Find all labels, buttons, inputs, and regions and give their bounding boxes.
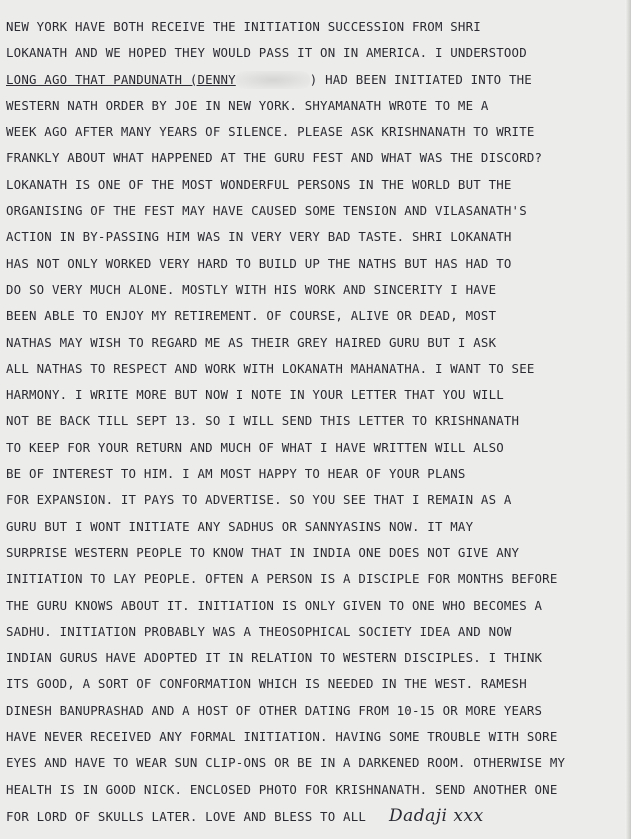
signature: Dadaji xxx <box>389 805 484 826</box>
letter-line: NOT BE BACK TILL SEPT 13. SO I WILL SEND THIS LETTER TO KRISHNANATH <box>6 413 520 429</box>
letter-line: HEALTH IS IN GOOD NICK. ENCLOSED PHOTO FOR KRISHNANATH. SEND ANOTHER ONE <box>6 781 558 797</box>
letter-line: BEEN ABLE TO ENJOY MY RETIREMENT. OF COURSE, ALIVE OR DEAD, MOST <box>6 308 497 324</box>
letter-line: EYES AND HAVE TO WEAR SUN CLIP-ONS OR BE IN A DARKENED ROOM. OTHERWISE MY <box>6 755 566 771</box>
letter-line: WESTERN NATH ORDER BY JOE IN NEW YORK. SHYAMANATH WROTE TO ME A <box>6 97 489 113</box>
letter-line <box>6 803 626 829</box>
letter-line: NATHAS MAY WISH TO REGARD ME AS THEIR GREY HAIRED GURU BUT I ASK <box>6 334 497 350</box>
closing-line: FOR LORD OF SKULLS LATER. LOVE AND BLESS TO ALL <box>6 808 367 824</box>
letter-line: LOKANATH IS ONE OF THE MOST WONDERFUL PERSONS IN THE WORLD BUT THE <box>6 176 512 192</box>
letter-line: FRANKLY ABOUT WHAT HAPPENED AT THE GURU FEST AND WHAT WAS THE DISCORD? <box>6 150 543 166</box>
letter-line-end: ) HAD BEEN INITIATED INTO THE <box>309 71 532 87</box>
letter-line: SADHU. INITIATION PROBABLY WAS A THEOSOPHICAL SOCIETY IDEA AND NOW <box>6 623 512 639</box>
letter-line: LOKANATH AND WE HOPED THEY WOULD PASS IT ON IN AMERICA. I UNDERSTOOD <box>6 45 527 61</box>
letter-line: ACTION IN BY-PASSING HIM WAS IN VERY VERY BAD TASTE. SHRI LOKANATH <box>6 229 512 245</box>
letter-line: ITS GOOD, A SORT OF CONFORMATION WHICH IS NEEDED IN THE WEST. RAMESH <box>6 676 527 692</box>
letter-line: THE GURU KNOWS ABOUT IT. INITIATION IS ONLY GIVEN TO ONE WHO BECOMES A <box>6 597 543 613</box>
letter-line: HAS NOT ONLY WORKED VERY HARD TO BUILD UP THE NATHS BUT HAS HAD TO <box>6 255 512 271</box>
letter-line: NEW YORK HAVE BOTH RECEIVE THE INITIATION SUCCESSION FROM SHRI <box>6 19 481 34</box>
handwritten-letter-body <box>6 14 626 829</box>
letter-line: GURU BUT I WONT INITIATE ANY SADHUS OR SANNYASINS NOW. IT MAY <box>6 518 474 534</box>
letter-line: DO SO VERY MUCH ALONE. MOSTLY WITH HIS WORK AND SINCERITY I HAVE <box>6 281 497 297</box>
redacted-name <box>236 71 310 89</box>
letter-line <box>6 67 626 93</box>
letter-line: ORGANISING OF THE FEST MAY HAVE CAUSED SOME TENSION AND VILASANATH'S <box>6 203 527 219</box>
letter-line: INDIAN GURUS HAVE ADOPTED IT IN RELATION TO WESTERN DISCIPLES. I THINK <box>6 650 543 666</box>
letter-line: BE OF INTEREST TO HIM. I AM MOST HAPPY TO HEAR OF YOUR PLANS <box>6 466 466 482</box>
letter-line: INITIATION TO LAY PEOPLE. OFTEN A PERSON IS A DISCIPLE FOR MONTHS BEFORE <box>6 571 558 587</box>
letter-line: DINESH BANUPRASHAD AND A HOST OF OTHER DATING FROM 10-15 OR MORE YEARS <box>6 702 543 718</box>
letter-line: WEEK AGO AFTER MANY YEARS OF SILENCE. PLEASE ASK KRISHNANATH TO WRITE <box>6 124 535 140</box>
letter-line-start: LONG AGO THAT PANDUNATH (DENNY <box>6 71 236 87</box>
letter-line: ALL NATHAS TO RESPECT AND WORK WITH LOKANATH MAHANATHA. I WANT TO SEE <box>6 360 535 376</box>
letter-line: TO KEEP FOR YOUR RETURN AND MUCH OF WHAT I HAVE WRITTEN WILL ALSO <box>6 439 504 455</box>
letter-line: HARMONY. I WRITE MORE BUT NOW I NOTE IN YOUR LETTER THAT YOU WILL <box>6 387 504 403</box>
letter-line: FOR EXPANSION. IT PAYS TO ADVERTISE. SO YOU SEE THAT I REMAIN AS A <box>6 492 512 508</box>
letter-line: HAVE NEVER RECEIVED ANY FORMAL INITIATION. HAVING SOME TROUBLE WITH SORE <box>6 729 558 745</box>
letter-line: SURPRISE WESTERN PEOPLE TO KNOW THAT IN INDIA ONE DOES NOT GIVE ANY <box>6 544 520 560</box>
